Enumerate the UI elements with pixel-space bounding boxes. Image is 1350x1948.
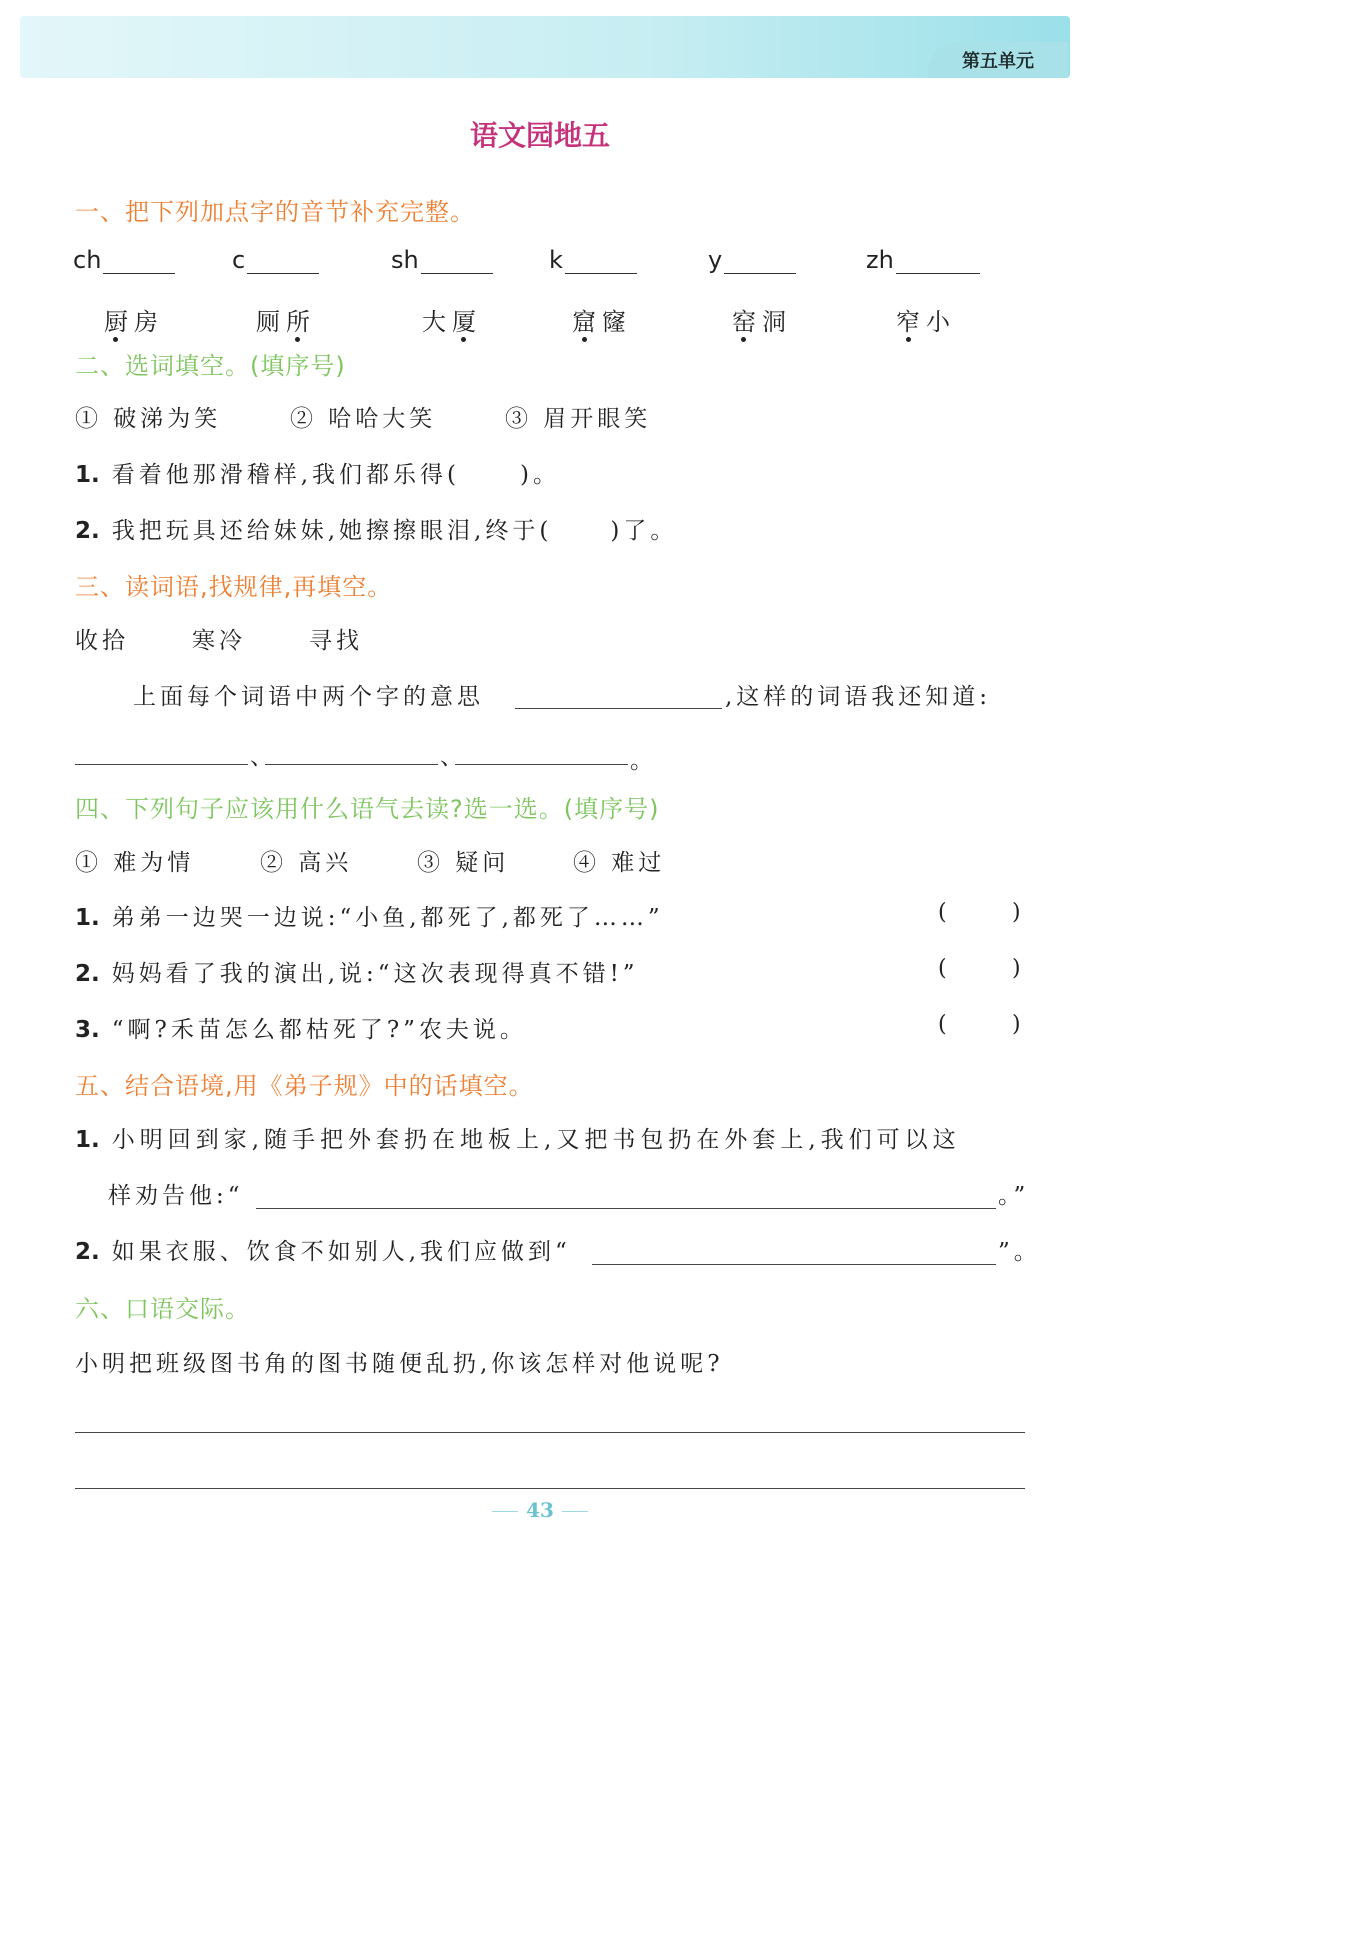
emphasis-dot bbox=[906, 337, 911, 342]
word-3: 大厦 bbox=[422, 308, 482, 336]
sentence-suffix: ,这样的词语我还知道: bbox=[725, 684, 992, 710]
answer-paren-close: ) bbox=[1012, 1012, 1021, 1037]
answer-blank[interactable] bbox=[896, 247, 980, 274]
question-5-1-line2: 样劝告他:“ bbox=[108, 1183, 244, 1209]
section-1-title: 一、把下列加点字的音节补充完整。 bbox=[75, 198, 475, 226]
separator: 、 bbox=[250, 744, 277, 770]
writing-line[interactable] bbox=[75, 1488, 1025, 1489]
option-1: ① 破涕为笑 bbox=[75, 406, 222, 432]
answer-blank[interactable] bbox=[724, 247, 796, 274]
quote-end: 。” bbox=[998, 1183, 1030, 1209]
pinyin-blank-6: zh bbox=[866, 246, 980, 274]
tone-item-3: 3. “啊?禾苗怎么都枯死了?”农夫说。 bbox=[75, 1017, 527, 1043]
sentence-prefix: 上面每个词语中两个字的意思 bbox=[133, 684, 484, 710]
question-2-2: 2. 我把玩具还给妹妹,她擦擦眼泪,终于( )了。 bbox=[75, 518, 678, 544]
end-mark: 。 bbox=[630, 748, 657, 774]
tone-option-1: ① 难为情 bbox=[75, 850, 195, 876]
separator: 、 bbox=[440, 744, 467, 770]
pinyin-blank-2: c bbox=[232, 246, 319, 274]
word-1: 厨房 bbox=[104, 308, 164, 336]
writing-line[interactable] bbox=[75, 1432, 1025, 1433]
unit-label: 第五单元 bbox=[928, 42, 1068, 78]
answer-line[interactable] bbox=[75, 764, 248, 765]
word-group-1: 收拾 bbox=[75, 628, 129, 654]
emphasis-dot bbox=[461, 337, 466, 342]
header-band bbox=[20, 16, 1070, 78]
answer-line[interactable] bbox=[455, 764, 628, 765]
section-3-title: 三、读词语,找规律,再填空。 bbox=[75, 573, 393, 601]
answer-paren-open: ( bbox=[938, 956, 947, 981]
answer-blank[interactable] bbox=[103, 247, 175, 274]
answer-paren-close: ) bbox=[1012, 956, 1021, 981]
question-2-1: 1. 看着他那滑稽样,我们都乐得( )。 bbox=[75, 462, 561, 488]
section-6-title: 六、口语交际。 bbox=[75, 1295, 250, 1323]
answer-blank[interactable] bbox=[565, 247, 637, 274]
tone-option-3: ③ 疑问 bbox=[417, 850, 510, 876]
word-group-2: 寒冷 bbox=[192, 628, 246, 654]
tone-option-2: ② 高兴 bbox=[260, 850, 353, 876]
pinyin-blank-1: ch bbox=[73, 246, 175, 274]
section-5-title: 五、结合语境,用《弟子规》中的话填空。 bbox=[75, 1072, 534, 1100]
question-5-1-line1: 1. 小明回到家,随手把外套扔在地板上,又把书包扔在外套上,我们可以这 bbox=[75, 1127, 961, 1153]
tone-item-1: 1. 弟弟一边哭一边说:“小鱼,都死了,都死了……” bbox=[75, 905, 664, 931]
option-2: ② 哈哈大笑 bbox=[290, 406, 437, 432]
page-title: 语文园地五 bbox=[469, 119, 610, 152]
answer-paren-close: ) bbox=[1012, 900, 1021, 925]
answer-blank[interactable] bbox=[247, 247, 319, 274]
speaking-prompt: 小明把班级图书角的图书随便乱扔,你该怎样对他说呢? bbox=[75, 1351, 724, 1377]
word-6: 窄小 bbox=[896, 308, 956, 336]
quote-end: ”。 bbox=[998, 1239, 1041, 1265]
question-5-2: 2. 如果衣服、饮食不如别人,我们应做到“ bbox=[75, 1239, 571, 1265]
answer-blank[interactable] bbox=[421, 247, 493, 274]
section-4-title: 四、下列句子应该用什么语气去读?选一选。(填序号) bbox=[75, 795, 660, 823]
pinyin-blank-3: sh bbox=[391, 246, 493, 274]
word-2: 厕所 bbox=[256, 308, 316, 336]
word-group-3: 寻找 bbox=[309, 628, 363, 654]
answer-line[interactable] bbox=[515, 708, 722, 709]
answer-line[interactable] bbox=[592, 1264, 996, 1265]
option-3: ③ 眉开眼笑 bbox=[505, 406, 652, 432]
emphasis-dot bbox=[582, 337, 587, 342]
answer-paren-open: ( bbox=[938, 1012, 947, 1037]
pinyin-blank-4: k bbox=[549, 246, 637, 274]
pinyin-blank-5: y bbox=[708, 246, 796, 274]
tone-item-2: 2. 妈妈看了我的演出,说:“这次表现得真不错!” bbox=[75, 961, 639, 987]
emphasis-dot bbox=[113, 337, 118, 342]
answer-paren-open: ( bbox=[938, 900, 947, 925]
answer-line[interactable] bbox=[256, 1208, 996, 1209]
emphasis-dot bbox=[295, 337, 300, 342]
word-5: 窑洞 bbox=[732, 308, 792, 336]
answer-line[interactable] bbox=[265, 764, 438, 765]
tone-option-4: ④ 难过 bbox=[573, 850, 666, 876]
word-4: 窟窿 bbox=[572, 308, 632, 336]
page-number: 43 bbox=[0, 1498, 1080, 1522]
section-2-title: 二、选词填空。(填序号) bbox=[75, 352, 346, 380]
emphasis-dot bbox=[741, 337, 746, 342]
